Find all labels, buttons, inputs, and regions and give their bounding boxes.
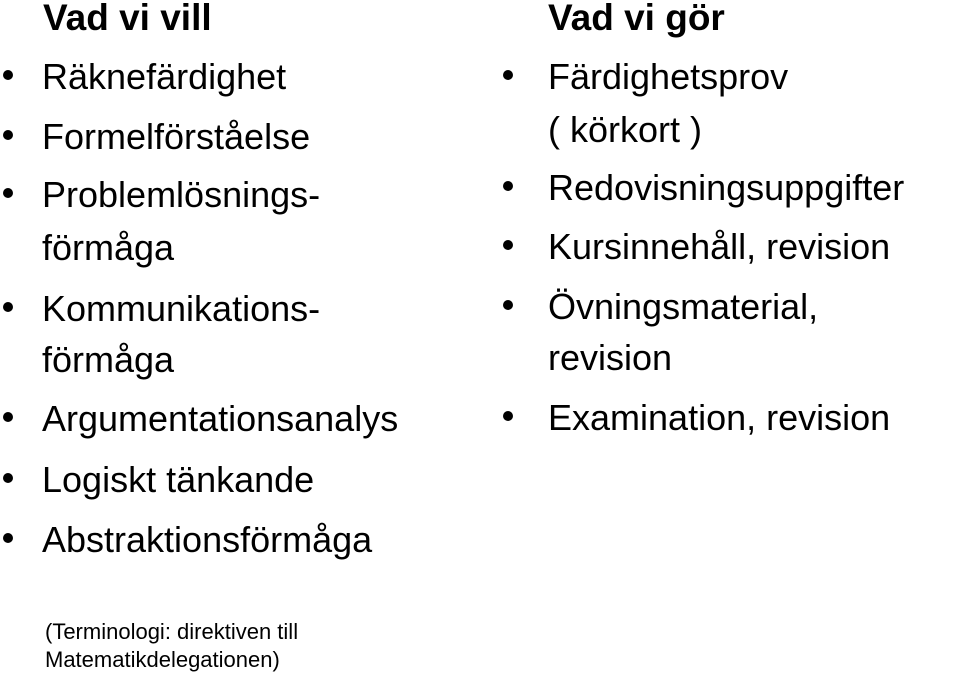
bullet-icon xyxy=(503,240,513,250)
list-item-text: Färdighetsprov xyxy=(548,56,789,97)
bullet-icon xyxy=(3,70,13,80)
bullet-icon xyxy=(3,533,13,543)
bullet-icon xyxy=(503,411,513,421)
list-item-text: Redovisningsuppgifter xyxy=(548,167,905,208)
list-item-text: Problemlösnings- xyxy=(42,174,321,215)
list-item-text: Övningsmaterial, xyxy=(548,286,819,327)
list-item-text: Formelförståelse xyxy=(42,116,311,157)
bullet-icon xyxy=(3,473,13,483)
right-heading: Vad vi gör xyxy=(548,0,725,38)
list-item-text: Abstraktionsförmåga xyxy=(42,519,373,560)
footnote-line: (Terminologi: direktiven till xyxy=(45,619,299,644)
bullet-icon xyxy=(3,188,13,198)
bullet-icon xyxy=(503,300,513,310)
list-item-text: Räknefärdighet xyxy=(42,56,287,97)
footnote-line: Matematikdelegationen) xyxy=(45,647,280,672)
list-item-text: Examination, revision xyxy=(548,397,891,438)
list-item-text: ( körkort ) xyxy=(548,109,703,150)
list-item-text: Argumentationsanalys xyxy=(42,398,399,439)
terminology-footnote xyxy=(45,618,298,674)
bullet-icon xyxy=(3,302,13,312)
bullet-icon xyxy=(503,70,513,80)
list-item-text: Kommunikations- xyxy=(42,288,321,329)
list-item-text: revision xyxy=(548,337,673,378)
bullet-icon xyxy=(503,181,513,191)
list-item-text: Logiskt tänkande xyxy=(42,459,315,500)
list-item-text: Kursinnehåll, revision xyxy=(548,226,891,267)
list-item-text: förmåga xyxy=(42,339,175,380)
bullet-icon xyxy=(3,130,13,140)
list-item-text: förmåga xyxy=(42,227,175,268)
bullet-icon xyxy=(3,412,13,422)
left-heading: Vad vi vill xyxy=(43,0,212,38)
